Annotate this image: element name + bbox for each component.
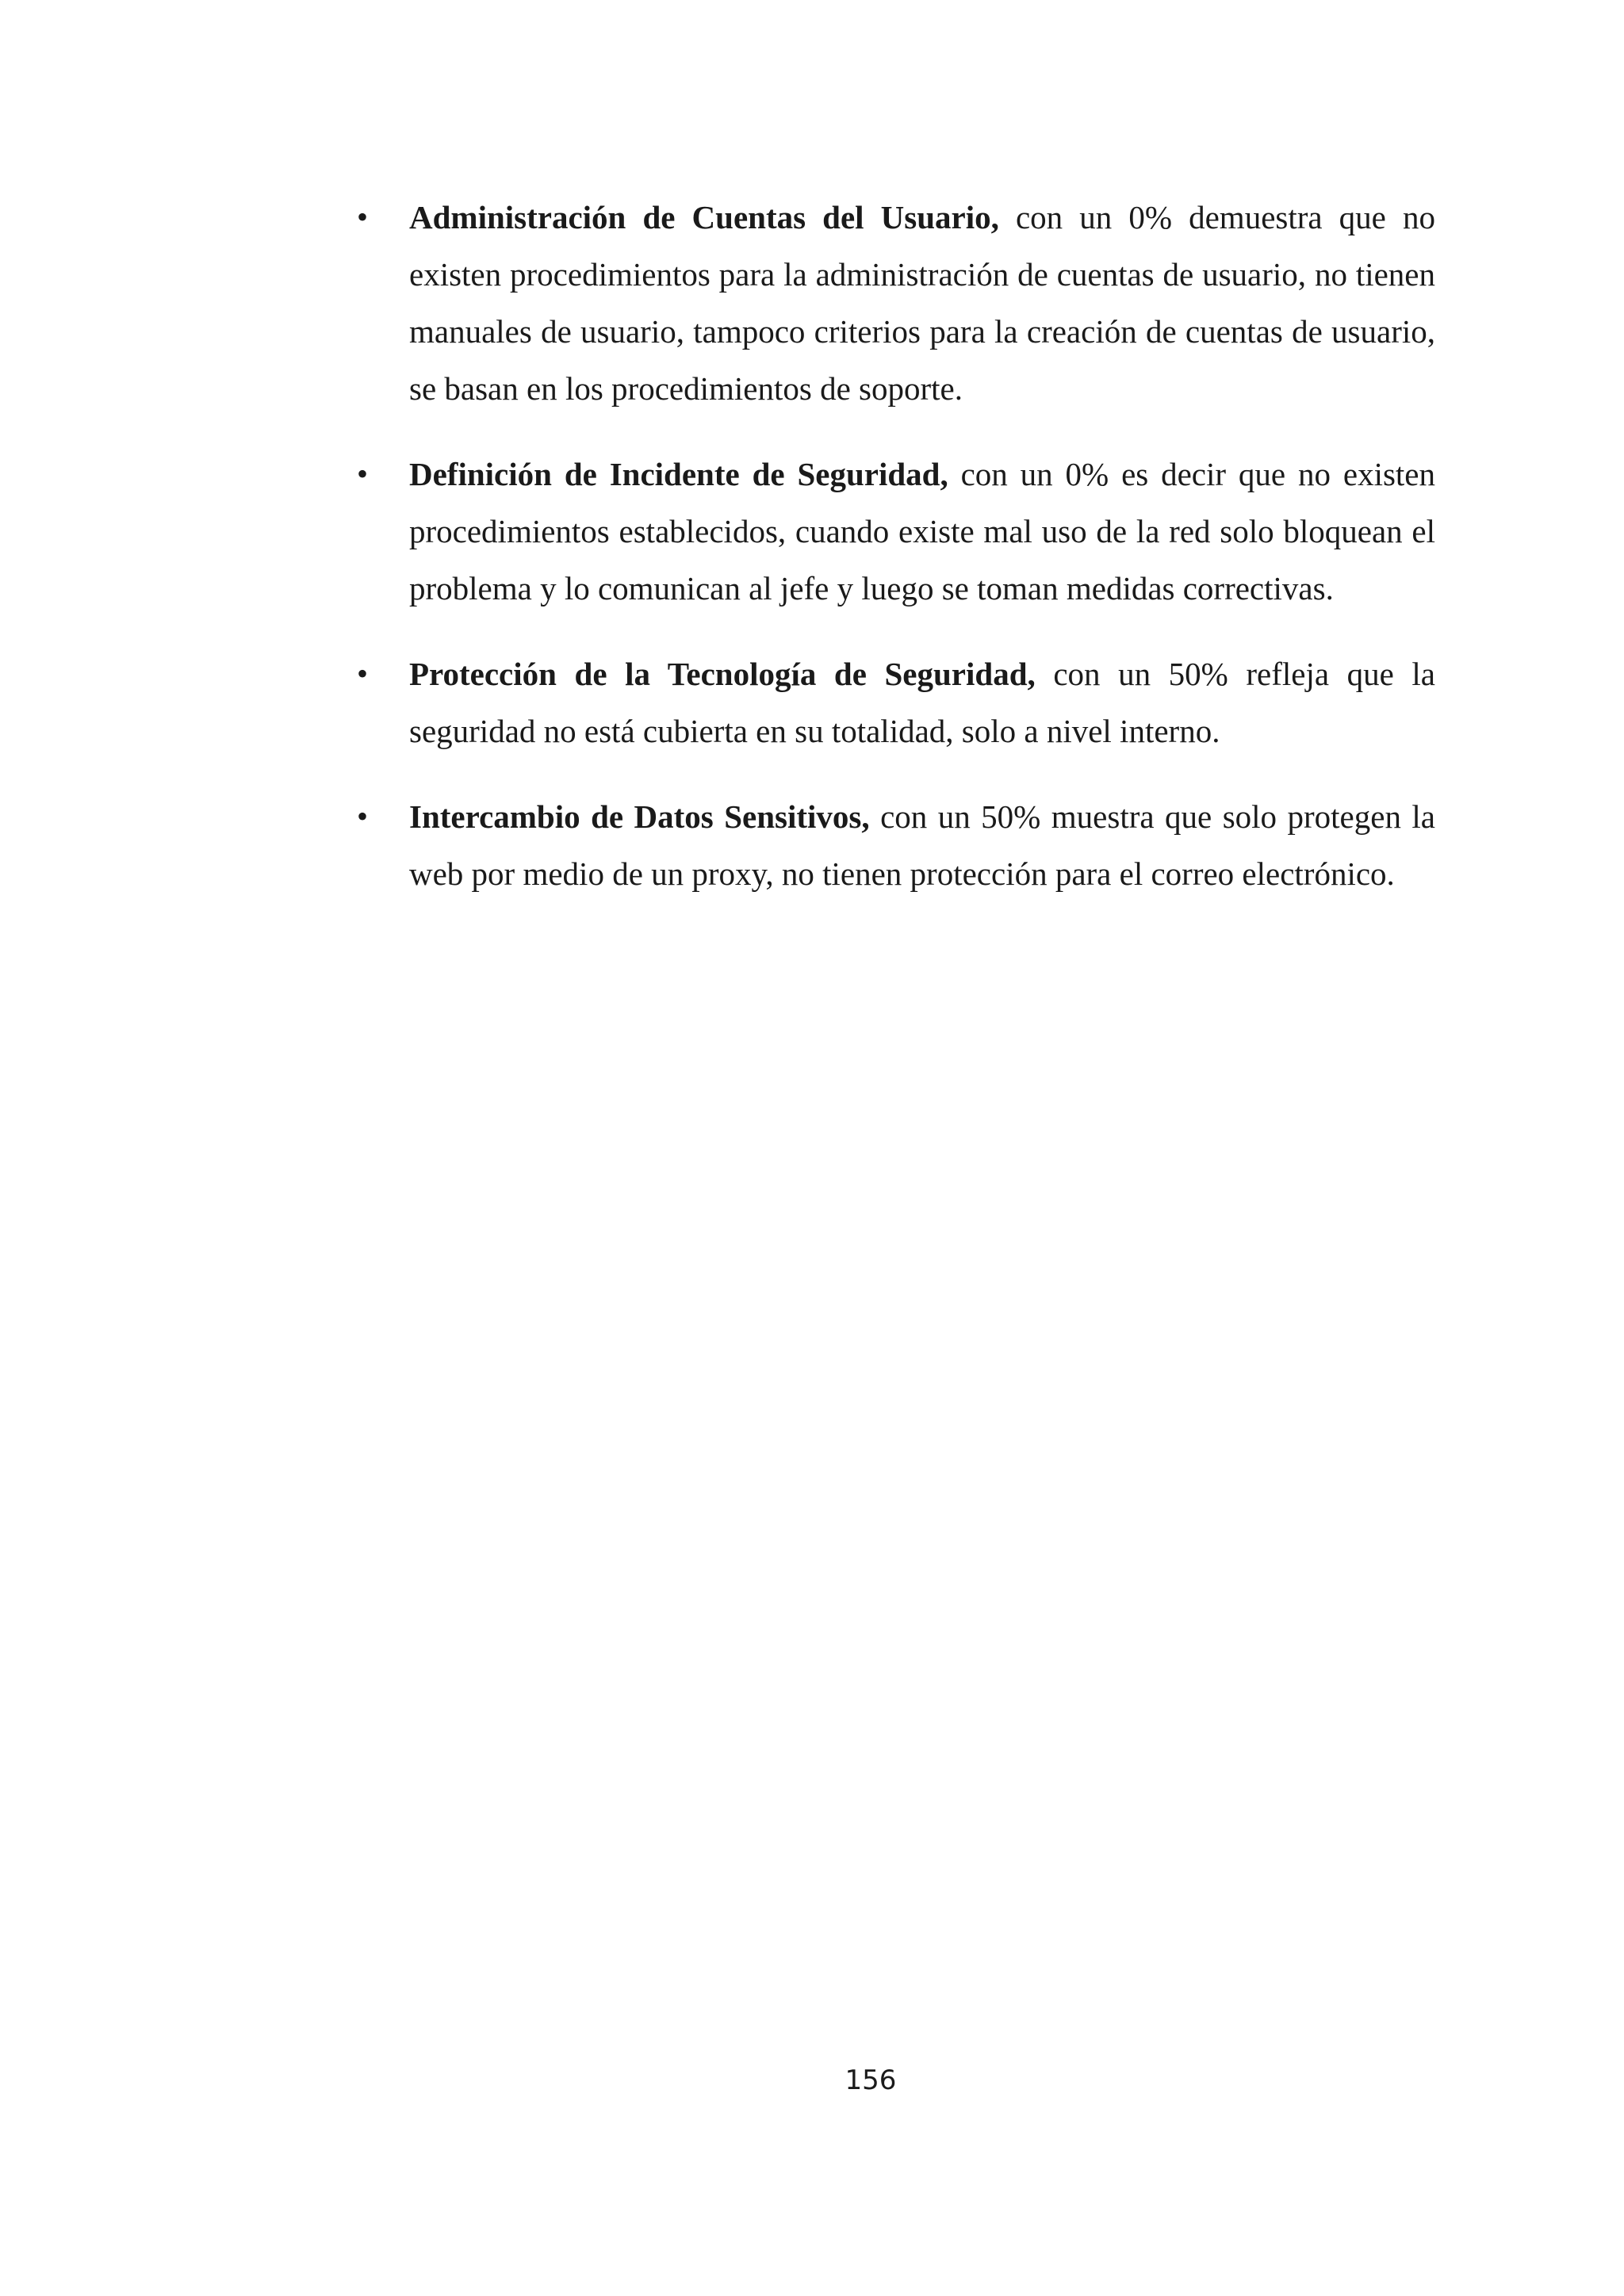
item-text: con un 50% muestra que solo protegen la web por medio de un proxy, no tienen protección para el correo electrónico. bbox=[409, 798, 1435, 892]
list-item bbox=[357, 788, 1435, 902]
item-term: Intercambio de Datos Sensitivos, bbox=[409, 798, 870, 835]
item-text: con un 0% es decir que no existen procedimientos establecidos, cuando existe mal uso de la red solo bloquean el problema y lo comunican al jefe y luego se toman medidas correctivas. bbox=[409, 456, 1435, 607]
page-number: 156 bbox=[845, 2064, 897, 2096]
item-term: Protección de la Tecnología de Seguridad, bbox=[409, 656, 1036, 692]
bullet-icon: • bbox=[357, 656, 369, 691]
item-term: Definición de Incidente de Seguridad, bbox=[409, 456, 948, 492]
list-item bbox=[357, 189, 1435, 417]
item-text: con un 50% refleja que la seguridad no está cubierta en su totalidad, solo a nivel interno. bbox=[409, 656, 1435, 749]
bullet-icon: • bbox=[357, 456, 369, 492]
bullet-icon: • bbox=[357, 199, 369, 235]
item-term: Administración de Cuentas del Usuario, bbox=[409, 199, 999, 235]
bullet-icon: • bbox=[357, 798, 369, 834]
list-item bbox=[357, 446, 1435, 617]
item-text: con un 0% demuestra que no existen procedimientos para la administración de cuentas de usuario, no tienen manuales de usuario, tampoco criterios para la creación de cuentas de usuario, se basan en los procedimientos de soporte. bbox=[409, 199, 1435, 407]
bullet-list bbox=[357, 189, 1435, 931]
list-item bbox=[357, 645, 1435, 760]
